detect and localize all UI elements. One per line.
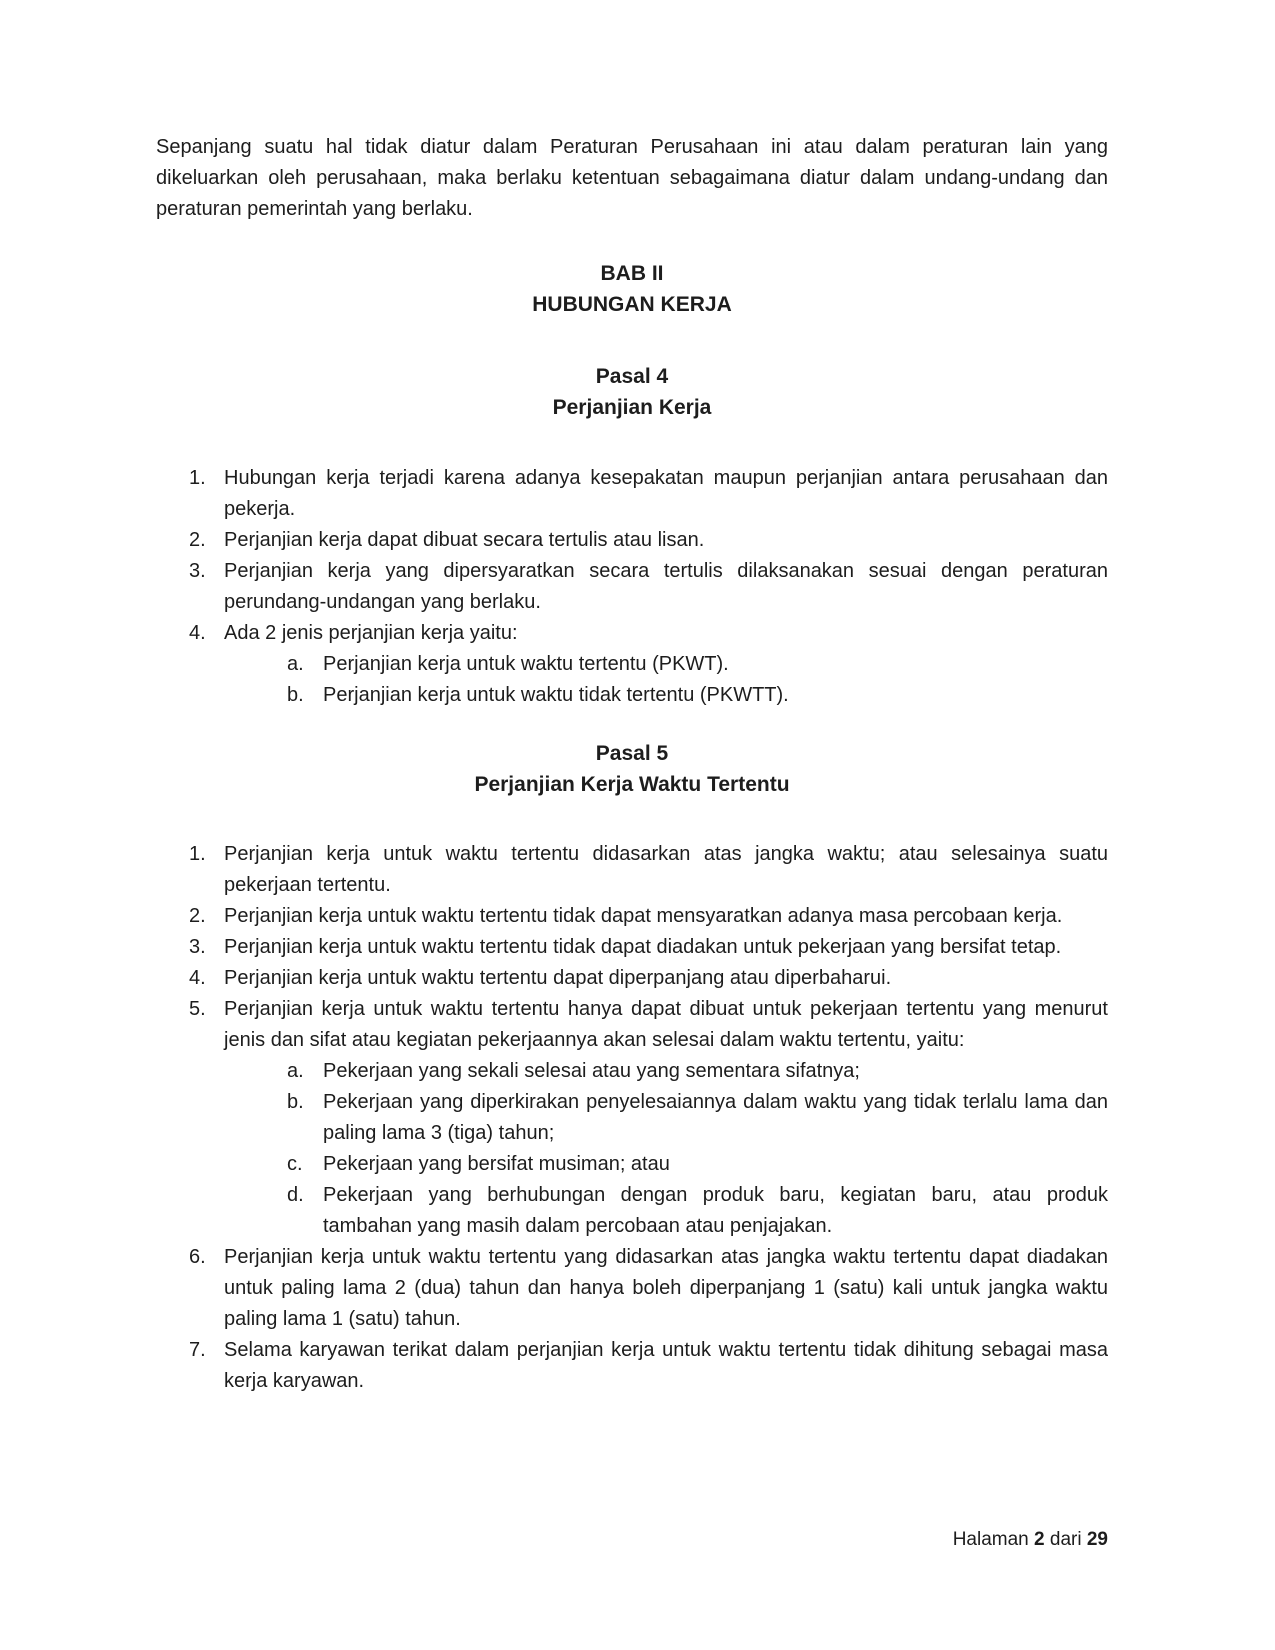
pasal4-list xyxy=(156,463,1108,711)
list-item-text: Perjanjian kerja untuk waktu tertentu dapat diperpanjang atau diperbaharui. xyxy=(224,967,892,989)
sub-list-item-text: Pekerjaan yang sekali selesai atau yang sementara sifatnya; xyxy=(323,1060,860,1082)
list-item-number: 6. xyxy=(189,1246,206,1268)
list-item xyxy=(156,1335,1108,1397)
sub-list-item xyxy=(156,680,1108,711)
list-item xyxy=(156,525,1108,556)
sub-list-item-text: Perjanjian kerja untuk waktu tidak tertentu (PKWTT). xyxy=(323,684,789,706)
sub-list-item-letter: d. xyxy=(287,1184,304,1206)
pasal4-title: Perjanjian Kerja xyxy=(552,396,712,419)
sub-list-item-letter: a. xyxy=(287,653,304,675)
list-item-text: Perjanjian kerja untuk waktu tertentu tidak dapat mensyaratkan adanya masa percobaan kerja. xyxy=(224,905,1063,927)
sub-list-item-text: Perjanjian kerja untuk waktu tertentu (PKWT). xyxy=(323,653,729,675)
pasal5-title: Perjanjian Kerja Waktu Tertentu xyxy=(474,773,790,796)
sub-list-item xyxy=(156,1149,1108,1180)
total-pages: 29 xyxy=(1086,1529,1108,1550)
list-item-text: Perjanjian kerja untuk waktu tertentu tidak dapat diadakan untuk pekerjaan yang bersifat tetap. xyxy=(224,936,1062,958)
intro-paragraph: Sepanjang suatu hal tidak diatur dalam Peraturan Perusahaan ini atau dalam peraturan lain yang dikeluarkan oleh perusahaan, maka berlaku ketentuan sebagaimana diatur dalam undang-undang dan peraturan pemerintah yang berlaku. xyxy=(156,136,1108,220)
sub-list-item xyxy=(156,1087,1108,1149)
list-item-text: Ada 2 jenis perjanjian kerja yaitu: xyxy=(224,622,518,644)
chapter-heading xyxy=(156,258,1108,320)
list-item xyxy=(156,932,1108,963)
sub-list-item-text: Pekerjaan yang bersifat musiman; atau xyxy=(323,1153,670,1175)
list-item-number: 3. xyxy=(189,560,206,582)
list-item-number: 5. xyxy=(189,998,206,1020)
page-number: 2 xyxy=(1034,1529,1045,1550)
sub-list-item-letter: a. xyxy=(287,1060,304,1082)
chapter-title: HUBUNGAN KERJA xyxy=(532,293,732,316)
list-item-number: 1. xyxy=(189,467,206,489)
footer-separator: dari xyxy=(1044,1529,1087,1550)
sub-list-item xyxy=(156,1180,1108,1242)
list-item-number: 4. xyxy=(189,622,206,644)
footer-prefix: Halaman xyxy=(952,1529,1035,1550)
list-item-number: 1. xyxy=(189,843,206,865)
pasal5-list xyxy=(156,839,1108,1397)
list-item-number: 2. xyxy=(189,529,206,551)
list-item-text: Perjanjian kerja dapat dibuat secara tertulis atau lisan. xyxy=(224,529,705,551)
list-item-text: Perjanjian kerja yang dipersyaratkan secara tertulis dilaksanakan sesuai dengan peraturan perundang-undangan yang berlaku. xyxy=(224,560,1108,613)
list-item-text: Hubungan kerja terjadi karena adanya kesepakatan maupun perjanjian antara perusahaan dan pekerja. xyxy=(224,467,1108,520)
pasal5-number: Pasal 5 xyxy=(595,742,669,765)
list-item-text: Perjanjian kerja untuk waktu tertentu didasarkan atas jangka waktu; atau selesainya suatu pekerjaan tertentu. xyxy=(224,843,1108,896)
sub-list-item-text: Pekerjaan yang diperkirakan penyelesaiannya dalam waktu yang tidak terlalu lama dan paling lama 3 (tiga) tahun; xyxy=(323,1091,1108,1144)
list-item-text: Perjanjian kerja untuk waktu tertentu hanya dapat dibuat untuk pekerjaan tertentu yang menurut jenis dan sifat atau kegiatan pekerjaannya akan selesai dalam waktu tertentu, yaitu: xyxy=(224,998,1108,1051)
list-item xyxy=(156,901,1108,932)
sub-list-item-text: Pekerjaan yang berhubungan dengan produk baru, kegiatan baru, atau produk tambahan yang masih dalam percobaan atau penjajakan. xyxy=(323,1184,1108,1237)
list-item-number: 3. xyxy=(189,936,206,958)
list-item-text: Perjanjian kerja untuk waktu tertentu yang didasarkan atas jangka waktu tertentu dapat diadakan untuk paling lama 2 (dua) tahun dan hanya boleh diperpanjang 1 (satu) kali untuk jangka waktu paling lama 1 (satu) tahun. xyxy=(224,1246,1108,1330)
list-item-text: Selama karyawan terikat dalam perjanjian kerja untuk waktu tertentu tidak dihitung sebagai masa kerja karyawan. xyxy=(224,1339,1108,1392)
sub-list-item-letter: c. xyxy=(287,1153,303,1175)
list-item xyxy=(156,463,1108,525)
list-item xyxy=(156,1242,1108,1335)
sub-list-item-letter: b. xyxy=(287,1091,304,1113)
sub-list-item xyxy=(156,649,1108,680)
chapter-number: BAB II xyxy=(600,262,664,285)
list-item-number: 4. xyxy=(189,967,206,989)
document-content xyxy=(156,132,1108,1397)
page-footer xyxy=(953,1528,1108,1552)
list-item-number: 2. xyxy=(189,905,206,927)
list-item xyxy=(156,556,1108,618)
list-item xyxy=(156,839,1108,901)
pasal4-number: Pasal 4 xyxy=(595,365,669,388)
list-item xyxy=(156,963,1108,994)
list-item xyxy=(156,994,1108,1056)
list-item xyxy=(156,618,1108,649)
pasal5-heading xyxy=(156,738,1108,800)
pasal4-heading xyxy=(156,361,1108,423)
sub-list-item xyxy=(156,1056,1108,1087)
list-item-number: 7. xyxy=(189,1339,206,1361)
sub-list-item-letter: b. xyxy=(287,684,304,706)
